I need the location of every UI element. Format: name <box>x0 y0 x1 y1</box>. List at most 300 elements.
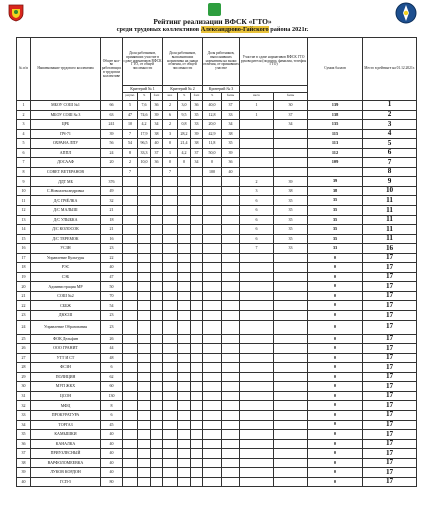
row-staff: 45 <box>101 420 123 430</box>
row-place: 1 <box>363 101 417 111</box>
c1-points <box>151 401 163 411</box>
row-name: ФОК Дельфин <box>31 334 101 344</box>
row-name: МУП ЖКХ <box>31 382 101 392</box>
c2-points <box>191 311 203 321</box>
c4-points <box>274 363 308 373</box>
c3-percent <box>203 253 222 263</box>
sub-header: балл <box>151 93 163 101</box>
table-row <box>17 129 417 139</box>
row-place: 8 <box>363 167 417 177</box>
c2-count <box>163 363 178 373</box>
c2-count <box>163 344 178 354</box>
c2-percent <box>178 225 191 235</box>
c1-percent <box>138 311 151 321</box>
c2-percent <box>178 291 191 301</box>
c3-percent <box>203 291 222 301</box>
row-place: 17 <box>363 382 417 392</box>
c4-place <box>240 458 274 468</box>
c1-result <box>123 206 138 216</box>
c2-count <box>163 410 178 420</box>
table-row <box>17 272 417 282</box>
row-staff: 40 <box>101 263 123 273</box>
table-row <box>17 363 417 373</box>
row-staff: 16 <box>101 234 123 244</box>
c2-points <box>191 206 203 216</box>
table-row <box>17 139 417 149</box>
table-row <box>17 311 417 321</box>
row-staff: 32 <box>101 196 123 206</box>
row-num: 17 <box>17 253 31 263</box>
c1-percent <box>138 301 151 311</box>
row-num: 28 <box>17 363 31 373</box>
row-place: 6 <box>363 148 417 158</box>
row-staff: 20 <box>101 158 123 168</box>
c2-percent <box>178 468 191 478</box>
row-sum: 0 <box>308 344 363 354</box>
c1-points: 36 <box>151 101 163 111</box>
c1-result <box>123 263 138 273</box>
row-sum: 0 <box>308 458 363 468</box>
c2-count <box>163 420 178 430</box>
c4-place <box>240 120 274 130</box>
row-name: Д/С КОЛОСОК <box>31 225 101 235</box>
c2-points <box>191 177 203 187</box>
c4-place <box>240 139 274 149</box>
c1-points <box>151 225 163 235</box>
c4-place <box>240 391 274 401</box>
table-row <box>17 206 417 216</box>
c2-percent <box>178 263 191 273</box>
c1-percent <box>138 320 151 334</box>
c2-count: 6 <box>163 110 178 120</box>
c2-percent <box>178 167 191 177</box>
c1-percent <box>138 196 151 206</box>
c3-percent <box>203 311 222 321</box>
c2-points <box>191 196 203 206</box>
row-num: 32 <box>17 401 31 411</box>
c1-points <box>151 253 163 263</box>
c2-points <box>191 372 203 382</box>
c2-count <box>163 272 178 282</box>
c3-percent <box>203 420 222 430</box>
c1-result <box>123 301 138 311</box>
rating-table-wrapper <box>16 37 416 487</box>
table-row <box>17 101 417 111</box>
c1-points: 38 <box>151 129 163 139</box>
c4-points: 35 <box>274 206 308 216</box>
c1-points <box>151 244 163 254</box>
table-row <box>17 353 417 363</box>
table-row <box>17 458 417 468</box>
c4-place <box>240 282 274 292</box>
c4-points <box>274 477 308 487</box>
c4-points <box>274 353 308 363</box>
c1-result <box>123 449 138 459</box>
c1-percent: 7,6 <box>138 101 151 111</box>
row-staff: 40 <box>101 439 123 449</box>
c1-result: 7 <box>123 129 138 139</box>
c4-points <box>274 410 308 420</box>
row-staff: 376 <box>101 177 123 187</box>
table-row <box>17 148 417 158</box>
c4-points: 35 <box>274 234 308 244</box>
row-place: 17 <box>363 301 417 311</box>
c1-result <box>123 291 138 301</box>
row-place: 4 <box>363 129 417 139</box>
row-place: 17 <box>363 477 417 487</box>
c1-percent <box>138 420 151 430</box>
c1-result <box>123 253 138 263</box>
c4-place <box>240 334 274 344</box>
table-row <box>17 120 417 130</box>
row-staff: 54 <box>101 301 123 311</box>
row-sum: 115 <box>308 129 363 139</box>
c2-count <box>163 253 178 263</box>
c4-place: 6 <box>240 225 274 235</box>
c4-place <box>240 311 274 321</box>
table-row <box>17 382 417 392</box>
c2-points: 38 <box>191 139 203 149</box>
row-sum: 0 <box>308 468 363 478</box>
c4-points: 35 <box>274 225 308 235</box>
c4-points <box>274 291 308 301</box>
table-row <box>17 282 417 292</box>
row-name: ЛУКОВ КОРДОН <box>31 468 101 478</box>
c3-percent: 0 <box>203 158 222 168</box>
sub-header: % <box>178 93 191 101</box>
c4-points <box>274 129 308 139</box>
c4-points <box>274 167 308 177</box>
row-name: РЭС <box>31 263 101 273</box>
c3-percent <box>203 225 222 235</box>
c1-points: 34 <box>151 120 163 130</box>
row-name: ООО ГРАНИТ <box>31 344 101 354</box>
row-staff: 44 <box>101 344 123 354</box>
row-sum: 0 <box>308 353 363 363</box>
row-staff: 70 <box>101 291 123 301</box>
row-num: 37 <box>17 449 31 459</box>
c2-points <box>191 439 203 449</box>
c2-count <box>163 263 178 273</box>
row-num: 30 <box>17 382 31 392</box>
row-staff: 40 <box>101 458 123 468</box>
c2-count <box>163 196 178 206</box>
c4-points <box>274 139 308 149</box>
c2-points <box>191 430 203 440</box>
c4-points <box>274 401 308 411</box>
row-num: 25 <box>17 334 31 344</box>
col-c3-header: Доля работников, выполнивших нормативы на знаки отличия, от принявших участие <box>203 38 240 86</box>
row-num: 14 <box>17 225 31 235</box>
c2-percent <box>178 391 191 401</box>
c1-percent <box>138 253 151 263</box>
row-name: Управление Образования <box>31 320 101 334</box>
c1-points: 39 <box>151 110 163 120</box>
row-place: 17 <box>363 282 417 292</box>
c2-percent <box>178 410 191 420</box>
c2-points <box>191 253 203 263</box>
col-c4-header: Участие в сдаче нормативов ВФСК ГТО руководителя (подписи, фамилия, телефон ГТО) <box>240 38 308 86</box>
c1-result <box>123 334 138 344</box>
c1-result <box>123 282 138 292</box>
table-row <box>17 253 417 263</box>
c2-points <box>191 449 203 459</box>
table-row <box>17 196 417 206</box>
c4-points: 30 <box>274 101 308 111</box>
row-name: МФЦ <box>31 401 101 411</box>
c4-points <box>274 430 308 440</box>
c3-percent <box>203 477 222 487</box>
row-num: 31 <box>17 391 31 401</box>
c3-percent <box>203 206 222 216</box>
c4-points: 35 <box>274 215 308 225</box>
c2-count <box>163 439 178 449</box>
c2-count <box>163 282 178 292</box>
table-row <box>17 158 417 168</box>
row-sum: 0 <box>308 439 363 449</box>
c1-result <box>123 382 138 392</box>
row-sum: 0 <box>308 401 363 411</box>
row-sum: 35 <box>308 206 363 216</box>
c1-percent <box>138 272 151 282</box>
row-sum: 0 <box>308 477 363 487</box>
row-place: 17 <box>363 334 417 344</box>
c3-percent: 20,0 <box>203 120 222 130</box>
c1-percent <box>138 225 151 235</box>
row-sum: 0 <box>308 253 363 263</box>
c1-points: 37 <box>151 148 163 158</box>
row-sum: 135 <box>308 120 363 130</box>
c1-percent <box>138 177 151 187</box>
c1-points <box>151 177 163 187</box>
c4-place: 2 <box>240 177 274 187</box>
c1-percent <box>138 363 151 373</box>
c4-place <box>240 253 274 263</box>
row-place: 17 <box>363 353 417 363</box>
c3-points <box>222 196 240 206</box>
table-row <box>17 186 417 196</box>
c3-points: 36 <box>222 158 240 168</box>
c2-percent <box>178 301 191 311</box>
c3-percent <box>203 410 222 420</box>
c3-points <box>222 353 240 363</box>
c3-percent <box>203 344 222 354</box>
c2-count <box>163 477 178 487</box>
c1-result <box>123 410 138 420</box>
c3-points <box>222 206 240 216</box>
c1-points <box>151 449 163 459</box>
c2-points <box>191 215 203 225</box>
row-place: 11 <box>363 196 417 206</box>
c2-points <box>191 167 203 177</box>
c3-percent <box>203 186 222 196</box>
c4-place <box>240 353 274 363</box>
row-sum: 35 <box>308 234 363 244</box>
c3-percent <box>203 234 222 244</box>
c4-place: 1 <box>240 110 274 120</box>
c3-points <box>222 420 240 430</box>
row-name: ДЮСШ <box>31 311 101 321</box>
row-place: 17 <box>363 391 417 401</box>
row-num: 29 <box>17 372 31 382</box>
row-place: 17 <box>363 430 417 440</box>
c2-points <box>191 477 203 487</box>
c2-percent <box>178 234 191 244</box>
table-row <box>17 401 417 411</box>
c4-points <box>274 253 308 263</box>
row-num: 10 <box>17 186 31 196</box>
c2-percent: 3,0 <box>178 101 191 111</box>
c1-points <box>151 301 163 311</box>
table-row <box>17 477 417 487</box>
c2-points: 36 <box>191 101 203 111</box>
col-name-header: Наименование трудового коллектива <box>31 38 101 101</box>
c2-percent <box>178 282 191 292</box>
c4-place <box>240 439 274 449</box>
table-row <box>17 244 417 254</box>
row-place: 17 <box>363 420 417 430</box>
row-num: 39 <box>17 468 31 478</box>
c1-result: 10 <box>123 120 138 130</box>
c2-count: 0 <box>163 139 178 149</box>
c2-points: 33 <box>191 120 203 130</box>
c4-place <box>240 430 274 440</box>
row-name: ПРИУЗЛЕСНЫЙ <box>31 449 101 459</box>
c2-count <box>163 382 178 392</box>
sub-header: % <box>138 93 151 101</box>
c2-points <box>191 458 203 468</box>
sub-header: баллы <box>222 93 240 101</box>
c3-points <box>222 291 240 301</box>
c1-percent <box>138 391 151 401</box>
row-staff: 47 <box>101 272 123 282</box>
c1-percent <box>138 439 151 449</box>
row-staff: 8 <box>101 401 123 411</box>
row-name: СЭБ <box>31 272 101 282</box>
c3-percent <box>203 272 222 282</box>
row-sum: 33 <box>308 244 363 254</box>
table-row <box>17 430 417 440</box>
c3-percent <box>203 458 222 468</box>
c2-percent <box>178 439 191 449</box>
c4-points <box>274 334 308 344</box>
row-sum: 0 <box>308 282 363 292</box>
table-row <box>17 291 417 301</box>
c1-points <box>151 420 163 430</box>
c4-points <box>274 372 308 382</box>
c1-result <box>123 320 138 334</box>
c4-points <box>274 301 308 311</box>
c2-points: 37 <box>191 148 203 158</box>
col-sum-header: Сумма баллов <box>308 38 363 101</box>
c4-points <box>274 148 308 158</box>
c2-percent <box>178 253 191 263</box>
c2-points <box>191 353 203 363</box>
row-sum: 35 <box>308 215 363 225</box>
row-num: 21 <box>17 291 31 301</box>
c1-result <box>123 477 138 487</box>
c3-points <box>222 401 240 411</box>
c2-percent <box>178 458 191 468</box>
c3-points <box>222 410 240 420</box>
rating-table-body <box>17 101 417 487</box>
c2-count <box>163 458 178 468</box>
c3-percent <box>203 353 222 363</box>
row-staff: 23 <box>101 311 123 321</box>
c3-points <box>222 282 240 292</box>
c4-points: 38 <box>274 186 308 196</box>
c2-count <box>163 468 178 478</box>
c2-count <box>163 225 178 235</box>
row-sum: 0 <box>308 391 363 401</box>
c2-percent: 9,5 <box>178 110 191 120</box>
row-name: УТТ И СТ <box>31 353 101 363</box>
c1-result: 2 <box>123 158 138 168</box>
c2-percent <box>178 311 191 321</box>
c1-points <box>151 334 163 344</box>
c4-place <box>240 363 274 373</box>
c1-percent <box>138 334 151 344</box>
sub-header: балл <box>191 93 203 101</box>
c1-result: 8 <box>123 148 138 158</box>
row-sum: 35 <box>308 225 363 235</box>
row-sum: 0 <box>308 363 363 373</box>
row-name: СОВЕТ ВЕТЕРАНОВ <box>31 167 101 177</box>
row-name: Д/С ТЕРЕМОК <box>31 234 101 244</box>
c1-percent <box>138 410 151 420</box>
c3-points <box>222 311 240 321</box>
row-num: 6 <box>17 148 31 158</box>
row-place: 17 <box>363 272 417 282</box>
row-staff: 130 <box>101 391 123 401</box>
sub-header: баллы <box>274 93 308 101</box>
c4-points <box>274 420 308 430</box>
c1-points <box>151 272 163 282</box>
row-staff: 60 <box>101 382 123 392</box>
sub-header: результ. <box>123 93 138 101</box>
criterion-1-header: Критерий № 1 <box>123 86 163 93</box>
c2-percent <box>178 477 191 487</box>
c4-place <box>240 410 274 420</box>
c3-points <box>222 301 240 311</box>
table-row <box>17 225 417 235</box>
c2-count: 1 <box>163 148 178 158</box>
c2-points <box>191 186 203 196</box>
row-sum <box>308 167 363 177</box>
c1-percent: 33,3 <box>138 148 151 158</box>
c1-points <box>151 167 163 177</box>
c1-percent <box>138 167 151 177</box>
c2-points <box>191 244 203 254</box>
c4-points: 37 <box>274 110 308 120</box>
c2-count: 3 <box>163 129 178 139</box>
c1-percent <box>138 372 151 382</box>
c1-points <box>151 410 163 420</box>
c2-percent: 0 <box>178 158 191 168</box>
c3-percent <box>203 401 222 411</box>
row-staff: 21 <box>101 225 123 235</box>
c4-place <box>240 148 274 158</box>
row-name: Управление Культуры <box>31 253 101 263</box>
c1-percent <box>138 477 151 487</box>
c3-percent <box>203 301 222 311</box>
c4-points: 34 <box>274 120 308 130</box>
c2-points <box>191 363 203 373</box>
c2-points <box>191 468 203 478</box>
row-sum: 113 <box>308 139 363 149</box>
c1-points <box>151 458 163 468</box>
c3-points <box>222 468 240 478</box>
